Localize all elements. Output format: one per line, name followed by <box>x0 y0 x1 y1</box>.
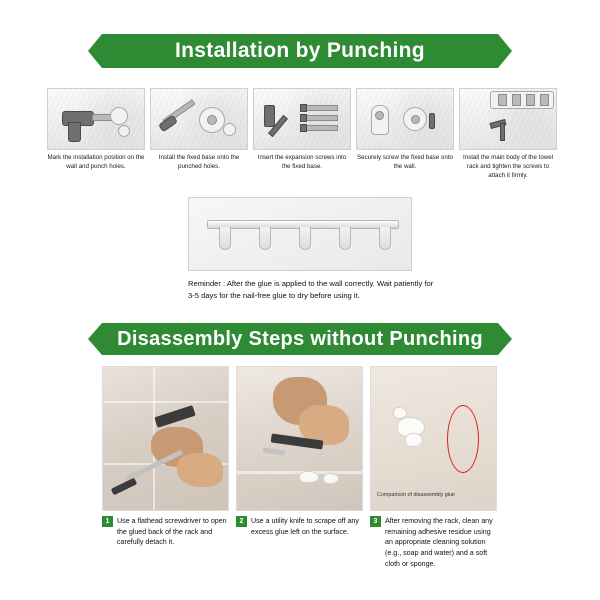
banner-arrow-left-icon <box>88 34 102 68</box>
banner-arrow-right-icon <box>498 323 512 355</box>
install-step-2 <box>150 88 248 181</box>
disassembly-step-3-caption: After removing the rack, clean any remaining adhesive residue using an appropriate cleaning solution (e.g., soap and water) and a soft cloth or sponge. <box>385 517 493 568</box>
hook-shape <box>219 227 231 250</box>
banner-arrow-right-icon <box>498 34 512 68</box>
install-step-3-caption: Insert the expansion screws into the fixed base. <box>257 154 347 170</box>
installation-banner <box>102 34 498 68</box>
installation-steps <box>47 88 553 181</box>
hook-shape <box>299 227 311 250</box>
screwdriver-icon <box>150 88 248 150</box>
reminder-text: Reminder : After the glue is applied to the wall correctly. Wait patiently for 3-5 days for the nail-free glue to dry before using it. <box>188 279 434 301</box>
disassembly-step-3-number: 3 <box>370 516 381 527</box>
disassembly-step-3 <box>370 366 497 569</box>
install-step-5-caption: Install the main body of the towel rack and tighten the screws to attach it firmly. <box>462 154 554 179</box>
disassembly-step-2-number: 2 <box>236 516 247 527</box>
install-step-1-caption: Mark the installation position on the wall and punch holes. <box>47 154 145 170</box>
disassembly-step-1-caption: Use a flathead screwdriver to open the glued back of the rack and carefully detach it. <box>117 517 227 547</box>
installation-banner-title: Installation by Punching <box>175 39 425 62</box>
towel-rack-icon <box>459 88 557 150</box>
install-step-5 <box>459 88 557 181</box>
towel-rack-photo <box>188 197 412 271</box>
disassembly-banner <box>102 323 498 355</box>
disassembly-step-2-photo <box>236 366 363 511</box>
install-step-4 <box>356 88 454 181</box>
disassembly-step-3-photo <box>370 366 497 511</box>
install-step-3 <box>253 88 351 181</box>
disassembly-step-3-image-label: Comparison of disassembly glue <box>377 492 455 498</box>
hook-shape <box>339 227 351 250</box>
disassembly-steps <box>102 366 498 569</box>
screw-base-icon <box>356 88 454 150</box>
hook-shape <box>379 227 391 250</box>
disassembly-step-1 <box>102 366 229 569</box>
disassembly-step-1-photo <box>102 366 229 511</box>
drill-icon <box>47 88 145 150</box>
install-step-4-caption: Securely screw the fixed base onto the wall. <box>357 154 453 170</box>
hammer-icon <box>253 88 351 150</box>
disassembly-step-2-caption: Use a utility knife to scrape off any excess glue left on the surface. <box>251 517 359 536</box>
install-step-1 <box>47 88 145 181</box>
install-step-2-caption: Install the fixed base onto the punched holes. <box>158 154 240 170</box>
disassembly-step-2 <box>236 366 363 569</box>
disassembly-step-1-number: 1 <box>102 516 113 527</box>
disassembly-banner-title: Disassembly Steps without Punching <box>117 327 483 350</box>
hook-shape <box>259 227 271 250</box>
banner-arrow-left-icon <box>88 323 102 355</box>
